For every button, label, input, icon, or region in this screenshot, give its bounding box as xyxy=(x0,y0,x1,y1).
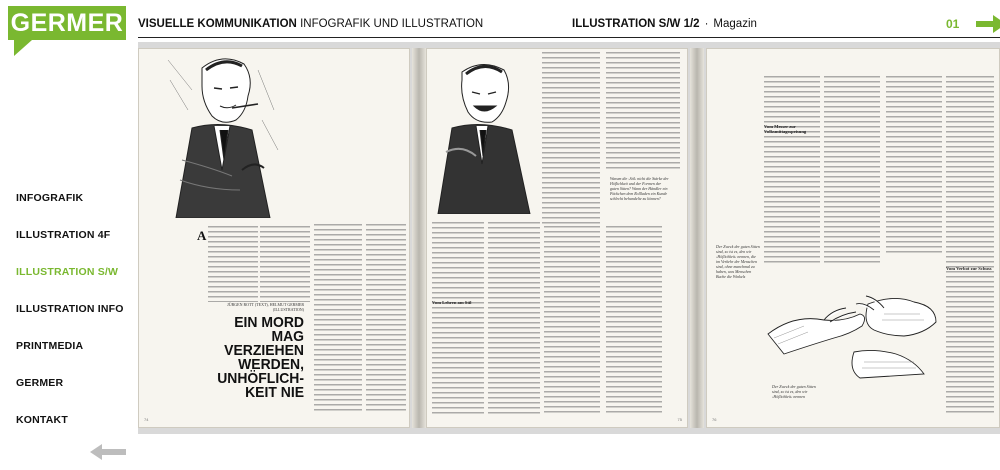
page-gutter xyxy=(412,48,426,428)
article-column xyxy=(606,52,680,172)
site-title-rest: INFOGRAFIK UND ILLUSTRATION xyxy=(296,18,484,30)
article-column xyxy=(432,222,484,414)
article-column xyxy=(544,226,600,414)
article-column xyxy=(606,226,662,414)
article-column xyxy=(886,76,942,256)
article-subheading: Vom Messer zur Volksmittagsspeisung xyxy=(764,124,807,134)
header xyxy=(138,18,990,38)
article-column xyxy=(946,76,994,416)
article-column xyxy=(542,52,600,224)
illustration-man-laughing xyxy=(432,52,536,214)
page-number-left: 74 xyxy=(144,417,149,422)
article-column xyxy=(824,76,880,266)
page-gutter xyxy=(690,48,704,428)
article-subheading: Vom Lehren am Stil xyxy=(432,300,472,305)
article-subheading: Vom Verbot zur Schuss xyxy=(946,266,992,271)
nav-item-illustration-info[interactable]: ILLUSTRATION INFO xyxy=(16,303,124,315)
article-headline: EIN MORD MAG VERZIEHEN WERDEN, UNHÖFLICH-KEIT NIE xyxy=(217,314,304,401)
article-caption: Der Zweck der guten Sitten sind, so ist es, den wir ›Höflichkeit‹ nennen xyxy=(772,384,816,399)
magazine-page-left xyxy=(138,48,410,428)
section-title-bold: ILLUSTRATION S/W 1/2 xyxy=(572,18,700,30)
article-caption: Der Zweck der guten Sitten sind, so ist es, den wir ›Höflichkeit‹ nennen, die im Verkehr der Menschen sind, ohne manchmal zu haben, was Menschen Buche die Winkels xyxy=(716,244,760,279)
page-number: 01 xyxy=(946,17,960,31)
nav-item-illustration-sw[interactable]: ILLUSTRATION S/W xyxy=(16,266,119,278)
nav-item-printmedia[interactable]: PRINTMEDIA xyxy=(16,340,84,352)
article-column xyxy=(366,224,406,414)
back-arrow-icon[interactable] xyxy=(90,444,126,460)
article-column xyxy=(314,224,362,414)
section-title-rest: Magazin xyxy=(713,18,757,30)
article-dropcap: A xyxy=(197,228,207,243)
logo[interactable] xyxy=(8,6,126,56)
illustration-hands xyxy=(764,274,940,380)
magazine-page-right xyxy=(706,48,1000,428)
page-number-right: 76 xyxy=(712,417,717,422)
site-title xyxy=(138,18,483,30)
nav-item-kontakt[interactable]: KONTAKT xyxy=(16,414,68,426)
illustration-man-smoking xyxy=(162,50,280,218)
logo-speech-tail xyxy=(14,40,32,56)
magazine-spread xyxy=(138,42,1000,434)
header-divider xyxy=(138,37,1000,38)
section-separator: · xyxy=(704,18,709,30)
article-column xyxy=(260,226,310,302)
next-arrow-icon[interactable] xyxy=(976,15,1000,33)
section-title xyxy=(572,18,757,30)
nav-item-germer[interactable]: GERMER xyxy=(16,377,64,389)
site-title-bold: VISUELLE KOMMUNIKATION xyxy=(138,18,297,30)
page-number-middle: 75 xyxy=(677,417,682,422)
main-nav xyxy=(16,192,126,451)
article-column xyxy=(488,222,540,414)
article-caption: Warum die ›Stil‹ nicht die Stärke der Höflichkeit und der Formen der guten Sitten? Wann der Händler ein Päckchen dem Rollladen ein Kunde schlecht behandelte zu können? xyxy=(610,176,669,201)
article-byline: JÜRGEN ROTT (TEXT), HELMUT GERMER (ILLUSTRATION) xyxy=(227,302,304,312)
logo-text: GERMER xyxy=(8,6,126,40)
article-column xyxy=(764,76,820,266)
magazine-page-middle xyxy=(426,48,688,428)
nav-item-illustration-4f[interactable]: ILLUSTRATION 4F xyxy=(16,229,111,241)
article-column xyxy=(208,226,258,302)
nav-item-infografik[interactable]: INFOGRAFIK xyxy=(16,192,84,204)
